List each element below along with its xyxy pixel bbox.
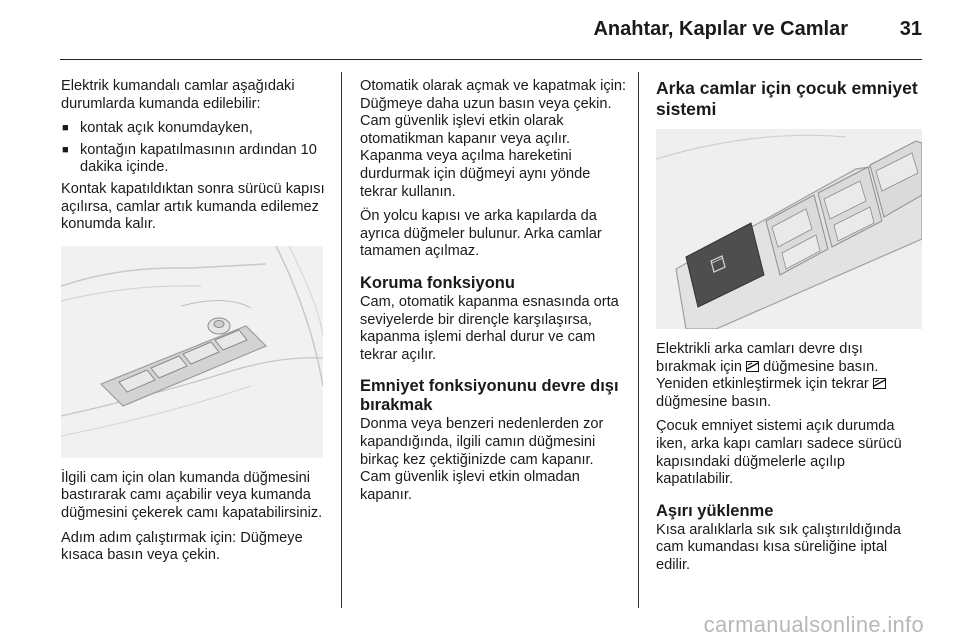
paragraph-ignition-off: Kontak kapatıldıktan sonra sürücü kapısı açılırsa, camlar artık kumanda edilemez konumda kalır. (61, 180, 325, 233)
heading-overload: Aşırı yüklenme (656, 501, 774, 520)
paragraph-switch-operation: İlgili cam için olan kumanda düğmesini bastırarak camı açabilir veya kumanda düğmesini çekerek camı kapatabilirsiniz. (61, 469, 323, 521)
watermark: carmanualsonline.info (703, 612, 924, 637)
paragraph-child-lock-usage (656, 341, 922, 411)
child-lock-text-1: Elektrikli arka camları devre dışı bırakmak için (656, 341, 863, 375)
column-3 (656, 78, 922, 582)
paragraph-conditions-intro: Elektrik kumandalı camlar aşağıdaki durumlarda kumanda edilebilir: (61, 78, 295, 112)
page-header-title: Anahtar, Kapılar ve Camlar (593, 18, 848, 40)
child-lock-window-icon (746, 361, 759, 372)
header-rule (60, 59, 922, 60)
column-divider-2 (638, 72, 639, 608)
child-lock-text-2: düğmesine basın. Yeniden etkinleştirmek için tekrar (656, 358, 879, 393)
column-2 (360, 78, 628, 511)
child-lock-switch-illustration (656, 129, 922, 329)
paragraph-overload: Kısa aralıklarla sık sık çalıştırıldığında cam kumandası kısa süreliğine iptal edilir. (656, 521, 901, 573)
list-item: ■ kontak açık konumdayken, (61, 120, 329, 138)
list-item: ■ kontağın kapatılmasının ardından 10 dakika içinde. (61, 142, 329, 177)
paragraph-auto-operation: Otomatik olarak açmak ve kapatmak için: Düğmeye daha uzun basın veya çekin. Cam güvenlik işlevi etkin olarak otomatikman kapanır veya açılır. Kapanma veya açılma hareketini durdurmak için düğmeyi aynı yönde tekrar kullanın. (360, 78, 627, 200)
column-divider-1 (341, 72, 342, 608)
heading-child-safety-lock: Arka camlar için çocuk emniyet sistemi (656, 78, 918, 119)
paragraph-child-lock-active: Çocuk emniyet sistemi açık durumda iken, arka kapı camları sadece sürücü kapısındaki düğmelerle açılıp kapatılabilir. (656, 418, 902, 488)
door-switch-panel-illustration (61, 246, 323, 458)
child-lock-text-3: düğmesine basın. (656, 393, 772, 410)
heading-disable-safety-function: Emniyet fonksiyonunu devre dışı bırakmak (360, 377, 619, 415)
heading-protection-function: Koruma fonksiyonu (360, 273, 515, 292)
conditions-list (61, 120, 329, 177)
paragraph-step-operation: Adım adım çalıştırmak için: Düğmeye kısaca basın veya çekin. (61, 529, 303, 564)
column-1 (61, 78, 329, 572)
paragraph-protection: Cam, otomatik kapanma esnasında orta seviyelerde bir dirençle karşılaşırsa, kapanma işlemi derhal durur ve cam tekrar açılır. (360, 293, 619, 363)
paragraph-disable-safety: Donma veya benzeri nedenlerden zor kapandığında, ilgili camın düğmesini birkaç kez çektiğinizde cam kapanır. Cam güvenlik işlevi etkin olmadan kapanır. (360, 416, 604, 503)
page-number: 31 (899, 18, 922, 40)
child-lock-window-icon (873, 378, 886, 389)
paragraph-passenger-switches: Ön yolcu kapısı ve arka kapılarda da ayrıca düğmeler bulunur. Arka camlar tamamen açılmaz. (360, 208, 602, 260)
